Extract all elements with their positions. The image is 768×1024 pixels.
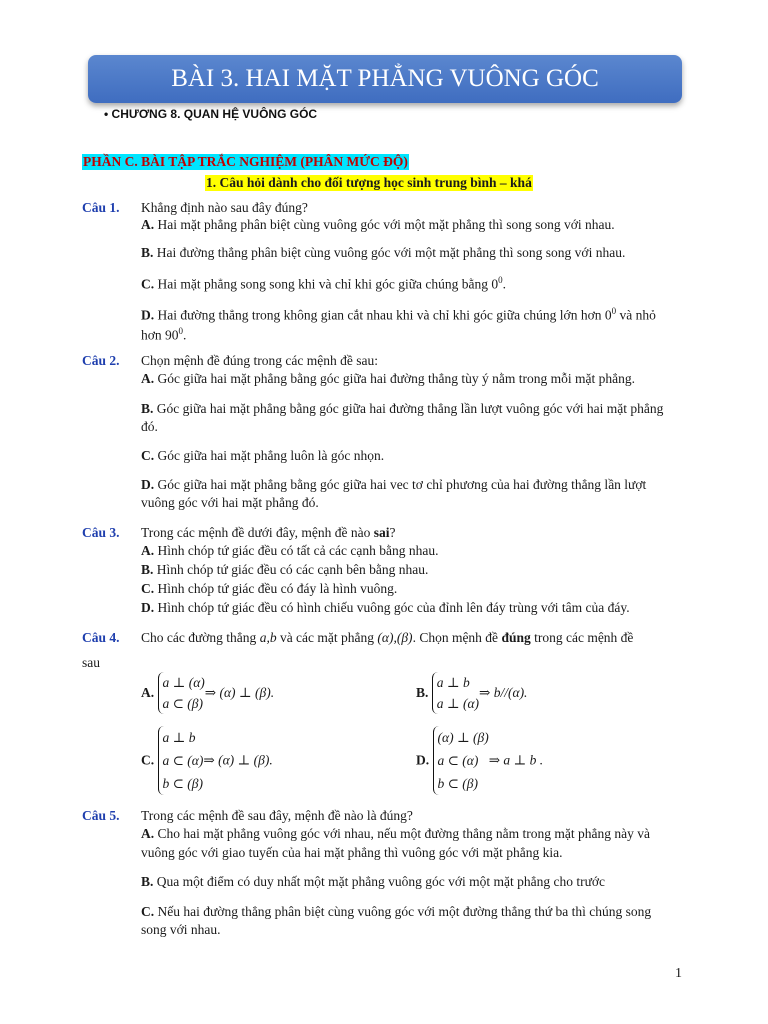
option-c: C. Hình chóp tứ giác đều có đáy là hình vuông.: [141, 581, 398, 596]
chapter-heading: • CHƯƠNG 8. QUAN HỆ VUÔNG GÓC: [104, 107, 318, 121]
question-stem: Trong các mệnh đề dưới đây, mệnh đề nào sai?: [141, 525, 396, 540]
option-d-continued: vuông góc với hai mặt phẳng đó.: [141, 495, 319, 510]
option-d-continued: hơn $90^0$.: [141, 326, 187, 343]
option-b: B. Góc giữa hai mặt phẳng bằng góc giữa hai đường thẳng lần lượt vuông góc với hai mặt phẳng: [141, 401, 664, 416]
question-stem: Khẳng định nào sau đây đúng?: [141, 200, 308, 215]
option-d: D. Góc giữa hai mặt phẳng bằng góc giữa hai vec tơ chỉ phương của hai đường thẳng lần lượt: [141, 477, 647, 492]
option-c: C. Nếu hai đường thẳng phân biệt cùng vuông góc với một đường thẳng thứ ba thì chúng song: [141, 904, 652, 919]
question-stem: Trong các mệnh đề sau đây, mệnh đề nào là đúng?: [141, 808, 413, 823]
question-number: Câu 3.: [82, 525, 120, 540]
option-a-continued: vuông góc với giao tuyến của hai mặt phẳng thì vuông góc với mặt phẳng kia.: [141, 845, 563, 860]
option-a: A. Góc giữa hai mặt phẳng bằng góc giữa hai đường thẳng tùy ý nằm trong mỗi mặt phẳng.: [141, 371, 635, 386]
option-c-continued: song với nhau.: [141, 922, 221, 937]
page-title: BÀI 3. HAI MẶT PHẲNG VUÔNG GÓC: [171, 65, 599, 92]
option-a: A. Cho hai mặt phẳng vuông góc với nhau, nếu một đường thẳng nằm trong mặt phẳng này và: [141, 826, 651, 841]
page-number: 1: [675, 966, 682, 981]
option-d: D. Hai đường thẳng trong không gian cắt nhau khi và chỉ khi góc giữa chúng lớn hơn $0^0$ và nhỏ: [141, 306, 656, 323]
part-heading: PHẦN C. BÀI TẬP TRẮC NGHIỆM (PHÂN MỨC ĐỘ): [83, 154, 408, 169]
question-number: Câu 2.: [82, 353, 120, 368]
question-stem: Chọn mệnh đề đúng trong các mệnh đề sau:: [141, 353, 378, 368]
option-a: A. Hình chóp tứ giác đều có tất cả các cạnh bằng nhau.: [141, 543, 439, 558]
option-a: A. Hai mặt phẳng phân biệt cùng vuông góc với một mặt phẳng thì song song với nhau.: [141, 217, 615, 232]
question-stem-continued: sau: [82, 655, 100, 670]
title-banner: [88, 55, 682, 103]
option-c: C. Hai mặt phẳng song song khi và chỉ khi góc giữa chúng bằng $0^0$.: [141, 275, 507, 292]
option-b-continued: đó.: [141, 419, 158, 434]
option-b: B. a ⊥ b a ⊥ (α) ⇒ b//(α).: [416, 672, 527, 714]
option-b: B. Hình chóp tứ giác đều có các cạnh bên bằng nhau.: [141, 562, 429, 577]
option-d: D. Hình chóp tứ giác đều có hình chiếu vuông góc của đỉnh lên đáy trùng với tâm của đáy.: [141, 600, 630, 615]
option-c: C. a ⊥ b a ⊂ (α) b ⊂ (β) ⇒ (α) ⊥ (β).: [141, 726, 273, 795]
option-b: B. Hai đường thẳng phân biệt cùng vuông góc với một mặt phẳng thì song song với nhau.: [141, 245, 626, 260]
question-number: Câu 5.: [82, 808, 120, 823]
option-a: A. a ⊥ (α) a ⊂ (β) ⇒ (α) ⊥ (β).: [141, 672, 274, 714]
option-c: C. Góc giữa hai mặt phẳng luôn là góc nhọn.: [141, 448, 385, 463]
question-stem: Cho các đường thẳng a,b và các mặt phẳng (α),(β). Chọn mệnh đề đúng trong các mệnh đề: [141, 630, 634, 645]
option-d: D. (α) ⊥ (β) a ⊂ (α) b ⊂ (β) ⇒ a ⊥ b .: [416, 726, 543, 795]
option-b: B. Qua một điểm có duy nhất một mặt phẳng vuông góc với một mặt phẳng cho trước: [141, 874, 606, 889]
level-heading: 1. Câu hỏi dành cho đối tượng học sinh trung bình – khá: [206, 175, 532, 190]
question-number: Câu 1.: [82, 200, 120, 215]
question-number: Câu 4.: [82, 630, 120, 645]
